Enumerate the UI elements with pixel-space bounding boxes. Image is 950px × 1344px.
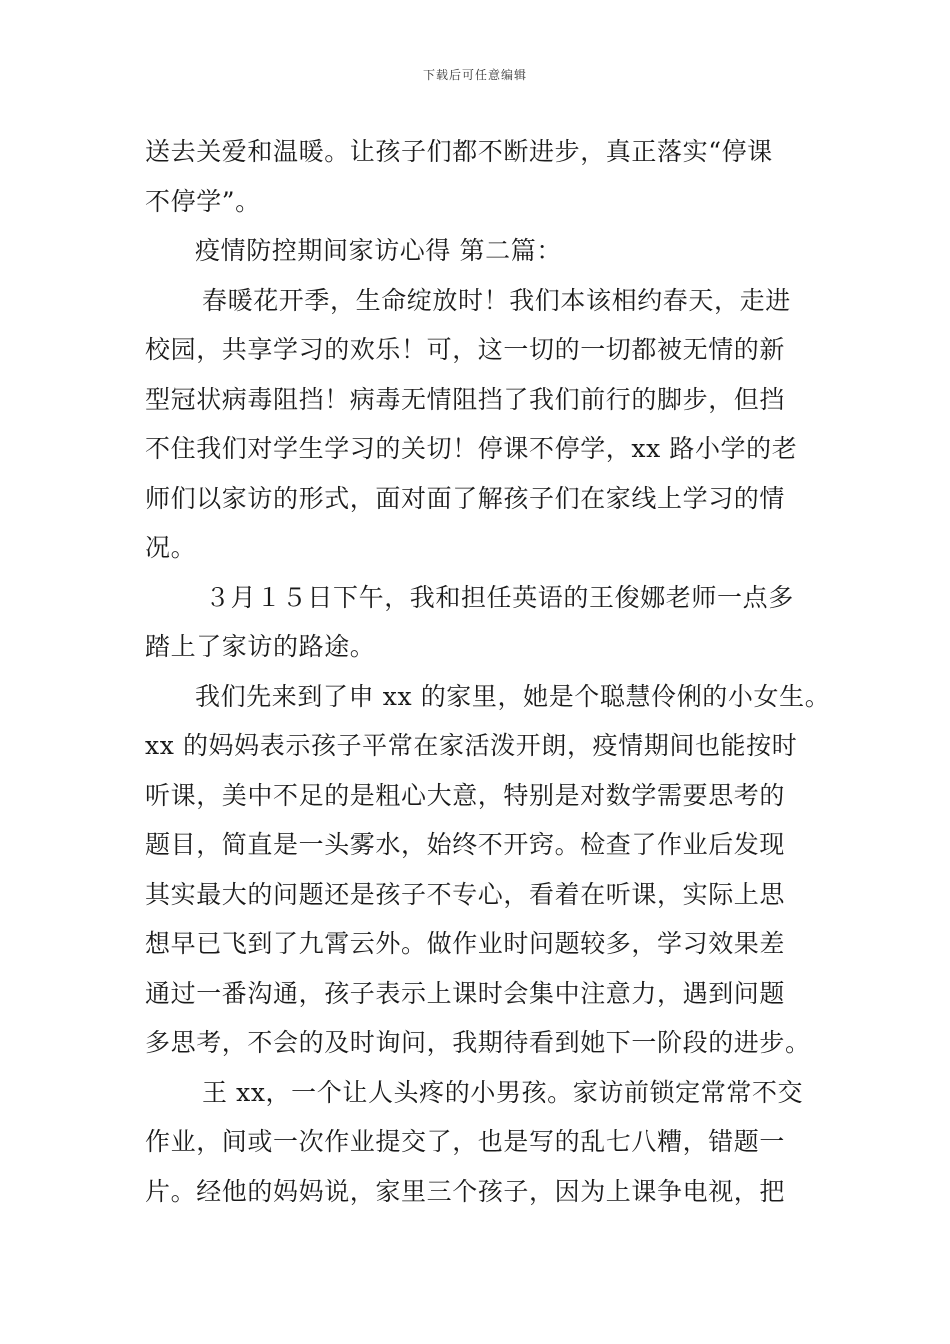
text-line: 多思考，不会的及时询问，我期待看到她下一阶段的进步。 [145, 1028, 811, 1057]
text-line: 作业，间或一次作业提交了，也是写的乱七八糟，错题一 [145, 1127, 786, 1156]
text-line: 师们以家访的形式，面对面了解孩子们在家线上学习的情 [145, 483, 786, 513]
text-line: 其实最大的问题还是孩子不专心，看着在听课，实际上思 [145, 879, 786, 909]
text-line: 型冠状病毒阻挡！病毒无情阻挡了我们前行的脚步，但挡 [145, 384, 786, 414]
text-line: 不住我们对学生学习的关切！停课不停学，xx 路小学的老 [145, 434, 798, 463]
document-body [145, 127, 835, 1216]
text-line: 校园，共享学习的欢乐！可，这一切的一切都被无情的新 [145, 335, 786, 364]
text-line: 春暖花开季，生命绽放时！我们本该相约春天，走进 [202, 285, 791, 315]
text-line: 听课，美中不足的是粗心大意，特别是对数学需要思考的 [145, 780, 786, 810]
section-heading: 疫情防控期间家访心得 第二篇： [195, 236, 562, 265]
text-line: 踏上了家访的路途。 [145, 632, 376, 661]
text-line: 我们先来到了申 xx 的家里，她是个聪慧伶俐的小女生。 [195, 681, 831, 711]
text-line: xx 的妈妈表示孩子平常在家活泼开朗，疫情期间也能按时 [145, 731, 798, 760]
text-line: 通过一番沟通，孩子表示上课时会集中注意力，遇到问题 [145, 978, 786, 1008]
text-line: 送去关爱和温暖。让孩子们都不断进步，真正落实“停课 [145, 137, 773, 166]
text-line: 题目，简直是一头雾水，始终不开窍。检查了作业后发现 [145, 830, 786, 859]
text-line: 不停学”。 [145, 186, 261, 216]
text-line: 片。经他的妈妈说，家里三个孩子，因为上课争电视，把 [145, 1176, 786, 1206]
text-line: 想早已飞到了九霄云外。做作业时问题较多，学习效果差 [145, 929, 786, 958]
text-line: 王 xx，一个让人头疼的小男孩。家访前锁定常常不交 [202, 1077, 804, 1107]
text-line: 况。 [145, 533, 197, 562]
page-header: 下载后可任意编辑 [422, 68, 527, 82]
text-line: ３月１５日下午，我和担任英语的王俊娜老师一点多 [205, 582, 794, 612]
